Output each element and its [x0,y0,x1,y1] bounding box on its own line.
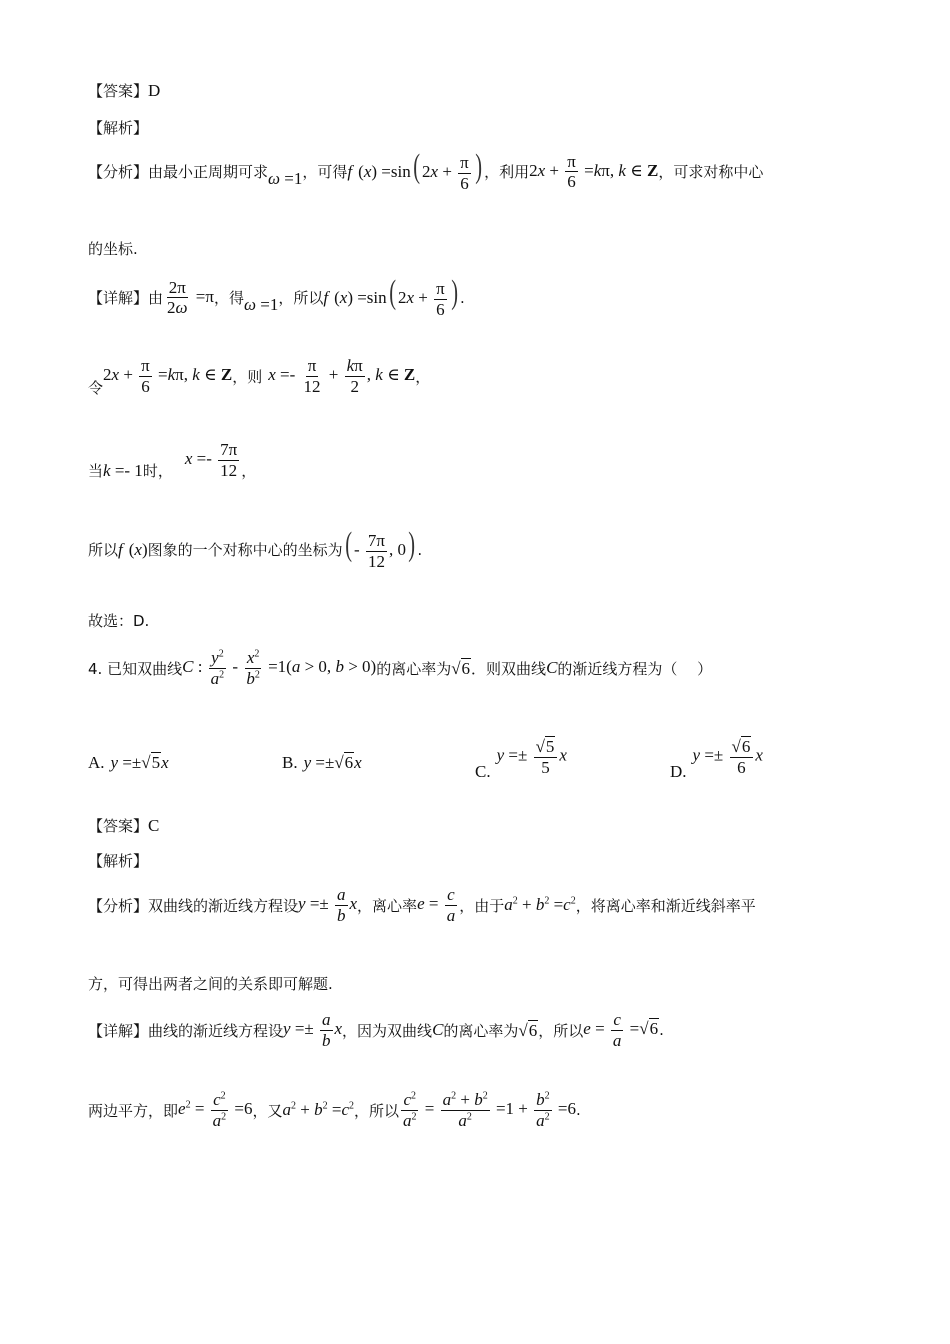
text: 4. 已知双曲线 [88,659,183,678]
option-c-formula: y =± √ 5 5 x [496,737,567,777]
text: ，则 [232,368,263,386]
option-c[interactable] [475,732,567,782]
text: . [659,1021,664,1040]
option-c-label: C. [475,762,491,781]
option-b-label: B. [282,752,298,772]
formula-abc: $a^2 + b^2 =c^2$ [282,1100,354,1120]
formula-period: $\frac{2\pi}{2\omega}$ =π [167,277,214,318]
text: ，因为双曲线 [342,1021,433,1040]
option-a-label: A. [88,752,105,772]
answer-value: C [148,815,160,835]
text: 方，可得出两者之间的关系即可解题. [88,975,333,993]
text: ，所以 [278,289,324,308]
formula-x: x =- $\frac{\pi}{12}$ + $\frac{k\pi}{2}$ , k ∈ Z [268,356,416,396]
q3-ling-line [88,355,430,398]
formula-C: C [546,658,558,678]
formula-omega: ω =1 [268,168,303,188]
option-d[interactable] [670,732,763,782]
formula-omega: ω =1 [243,294,279,314]
text: ，得 [213,289,244,308]
text: 的离心率为 [376,659,452,678]
text: 由最小正周期可求 [148,163,269,182]
formula-kpi: 2x + $\frac{\pi}{6}$ =kπ, k ∈ Z [529,151,659,192]
q4-square-line [88,1090,581,1130]
text: 两边平方，即 [88,1101,179,1120]
answer-label: 【答案】 [88,817,149,835]
analysis-label: 【解析】 [88,119,149,137]
formula-f: f (x) =sin( 2x + $\frac{\pi}{6}$ ) [323,274,458,319]
q4-fenxi-line2 [88,973,333,994]
q3-analysis-heading [88,117,148,138]
q4-fenxi-line [88,885,756,925]
text: . [417,540,423,559]
text: 曲线的渐近线方程设 [148,1021,284,1040]
text: ， [241,462,257,480]
text: ，可求对称中心 [658,163,764,182]
formula-hyperbola: C : $\frac{y^2}{a^2}$ - $\frac{x^2}{b^2}$ =1(a > 0, b > 0) [182,648,377,688]
text: ，由于 [459,896,505,915]
formula-kpi: 2x + $\frac{\pi}{6}$ =kπ, k ∈ Z [103,356,233,396]
option-b-formula: y =±√ 6 x [303,753,362,772]
q3-detail-line [88,276,465,319]
q3-suoyi-line [88,528,422,571]
text: 的离心率为 [443,1021,519,1040]
formula-fx: f (x) [118,539,148,559]
text: ，所以 [538,1021,584,1040]
option-d-formula: y =± √ 6 6 x [692,737,763,777]
q4-stem [88,648,712,688]
text: ，将离心率和渐近线斜率平 [575,896,756,915]
option-b[interactable] [282,752,362,773]
analysis-label: 【解析】 [88,852,149,870]
formula-x-value: x =- $\frac{7\pi}{12}$ [184,440,238,480]
text: ，离心率 [357,896,418,915]
q3-answer-line [88,80,160,101]
text: ，利用 [484,163,530,182]
formula-e-sqrt6: e = $\frac{c}{a}$ =√ 6 [583,1010,659,1050]
formula-center: ( - $\frac{7\pi}{12}$ , 0) [344,526,416,571]
q3-fenxi-line2 [88,238,138,259]
formula-k: k =- 1 [103,460,143,480]
text: . [460,288,465,307]
text: . [575,1101,581,1120]
formula-e2: $e^2$ = $\frac{c^2}{a^2}$ =6 [178,1090,253,1130]
formula-abc: $a^2 + b^2 =c^2$ [504,895,576,915]
text: 所以 [88,541,119,560]
text: ，可得 [302,163,348,182]
text: 由 [148,289,164,308]
q3-dang-line [88,440,256,481]
q4-detail-line [88,1010,664,1050]
formula-asymptote: y =± $\frac{a}{b}$ x [283,1010,343,1050]
text: ， [415,368,431,386]
q3-fenxi-line [88,150,763,193]
answer-label: 【答案】 [88,82,149,100]
q3-choice-line [88,610,149,631]
q4-answer-line [88,815,159,836]
formula-e: e = $\frac{c}{a}$ [417,885,456,925]
text: 图象的一个对称中心的坐标为 [147,541,343,560]
detail-label: 【详解】 [88,1021,149,1040]
option-a-formula: y =±√ 5 x [110,753,169,772]
fenxi-label: 【分析】 [88,163,149,182]
answer-value: D [148,80,161,100]
text: 的渐近线方程为（ ） [557,659,713,678]
text: 令 [88,379,104,397]
text: 当 [88,462,104,480]
formula-f: f (x) =sin( 2x + $\frac{\pi}{6}$ ) [347,148,482,193]
fenxi-label: 【分析】 [88,896,149,915]
formula-asymptote: y =± $\frac{a}{b}$ x [298,885,358,925]
formula-C: C [432,1020,444,1040]
text: ，又 [252,1101,283,1120]
detail-label: 【详解】 [88,289,149,308]
formula-sqrt6: √ 6 [518,1020,538,1040]
text: ．则双曲线 [471,659,547,678]
text: 的坐标. [88,240,138,258]
text: 故选：D. [88,612,150,630]
option-a[interactable] [88,752,169,773]
text: 双曲线的渐近线方程设 [148,896,299,915]
option-d-label: D. [670,762,687,781]
q4-analysis-heading [88,850,148,871]
formula-ratio: $\frac{c^2}{a^2}$ = $\frac{a^2 + b^2}{a^2}$ =1 + $\frac{b^2}{a^2}$ =6 [403,1090,576,1130]
text: ，所以 [354,1101,400,1120]
text: 时， [142,462,173,480]
formula-sqrt6: √ 6 [451,658,471,678]
